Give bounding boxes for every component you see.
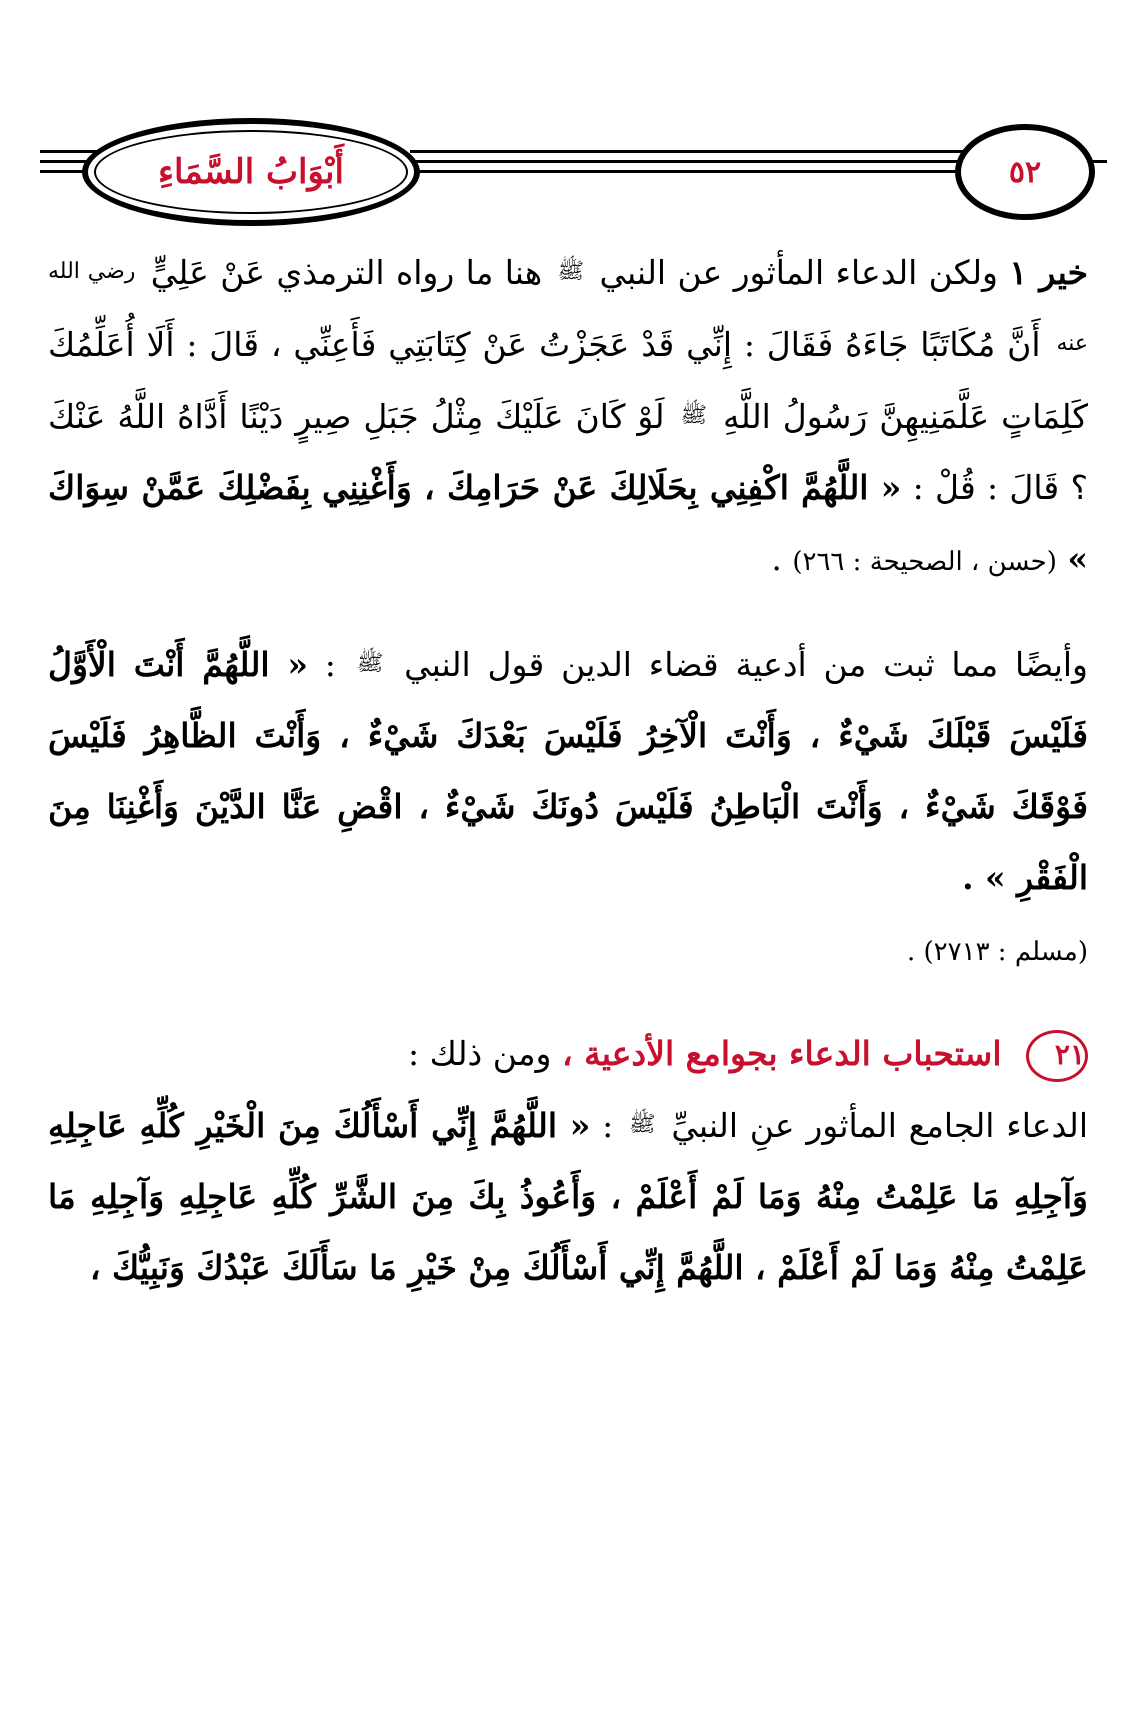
p1-text-4b: لَوْ كَانَ عَلَيْكَ مِثْلُ جَبَلِ صِيرٍ دَيْنًا أَدَّاهُ اللَّهُ عَنْكَ ؟ (48, 397, 1088, 507)
salawat-glyph-4: ﷺ (629, 1112, 656, 1137)
p1-period: . (771, 539, 782, 578)
p1-text-1b: هنا ما رواه (395, 253, 543, 292)
p1-dua-1: « اللَّهُمَّ اكْفِنِي بِحَلَالِكَ عَنْ حَرَامِكَ ، وَأَغْنِنِي (321, 468, 902, 507)
page-number: ٥٢ (1008, 154, 1042, 190)
p1-source: (حسن ، الصحيحة : ٢٦٦) (792, 547, 1057, 577)
salawat-glyph-2: ﷺ (680, 403, 708, 428)
p2-source-line (48, 913, 1088, 988)
p3-dua: « اللَّهُمَّ إِنِّي أَسْأَلُكَ مِنَ الْخَيْرِ كُلِّهِ عَاجِلِهِ وَآجِلِهِ مَا عَلِمْتُ مِنْهُ وَمَا لَمْ أَعْلَمْ ، وَأَعُوذُ بِكَ مِنَ الشَّرِّ كُلِّهِ عَاجِلِهِ وَآجِلِهِ مَا عَلِمْتُ مِنْهُ وَمَا لَمْ أَعْلَمْ ، اللَّهُمَّ إِنِّي أَسْأَلُكَ مِنْ خَيْرِ مَا سَأَلَكَ عَبْدُكَ وَنَبِيُّكَ ، (48, 1106, 1088, 1287)
p1-text-1: ولكن الدعاء المأثور عن النبي (599, 253, 998, 292)
salawat-glyph-3: ﷺ (356, 651, 384, 676)
p1-text-4a: اللَّهِ (722, 397, 771, 436)
header-rule-middle (410, 150, 970, 153)
header-rule-middle-2 (410, 160, 970, 163)
section-number-badge: ٢١ (1026, 1030, 1088, 1082)
section-title: استحباب الدعاء بجوامع الأدعية ، (561, 1034, 1002, 1073)
paragraph-1 (48, 236, 1088, 598)
p1-text-2b: أَنَّ مُكَاتَبًا جَاءَهُ فَقَالَ : إِنِّي قَدْ عَجَزْتُ (539, 325, 1041, 364)
header-rule-middle-3 (410, 170, 970, 173)
p2-intro-colon: : (324, 645, 336, 684)
p3-colon: : (602, 1106, 614, 1145)
p2-dua: « اللَّهُمَّ أَنْتَ الْأَوَّلُ فَلَيْسَ قَبْلَكَ شَيْءٌ ، وَأَنْتَ الْآخِرُ فَلَيْسَ بَعْدَكَ شَيْءٌ ، وَأَنْتَ الظَّاهِرُ فَلَيْسَ فَوْقَكَ شَيْءٌ ، وَأَنْتَ الْبَاطِنُ فَلَيْسَ دُونَكَ شَيْءٌ ، اقْضِ عَنَّا الدَّيْنَ وَأَغْنِنَا مِنَ الْفَقْرِ » . (48, 645, 1088, 897)
p2-source: (مسلم : ٢٧١٣) . (906, 937, 1088, 967)
book-title-oval (82, 118, 420, 226)
paragraph-2 (48, 628, 1088, 913)
p1-text-2a: الترمذي عَنْ عَلِيٍّ (150, 253, 385, 292)
p2-intro: وأيضًا مما ثبت من أدعية قضاء الدين قول النبي (404, 645, 1088, 684)
running-header (0, 0, 1132, 230)
section-heading (48, 1018, 1088, 1089)
section-title-tail: ومن ذلك : (408, 1034, 552, 1073)
paragraph-3 (48, 1089, 1088, 1303)
page-number-oval (955, 124, 1095, 220)
footnote-marker: خير ١ (1009, 253, 1088, 292)
page-body (48, 236, 1088, 1303)
p1-text-5a: قَالَ : قُلْ : (912, 468, 1060, 507)
p1-text-3: عَنْ كِتَابَتِي فَأَعِنِّي ، قَالَ : أَلَا أُعَلِّمُكَ كَلِمَاتٍ عَلَّمَنِيهِنَّ رَسُولُ (48, 325, 1088, 436)
p3-intro: الدعاء الجامع المأثور عنِ النبيِّ (671, 1106, 1089, 1145)
book-title: أَبْوَابُ السَّمَاءِ (158, 152, 344, 192)
p1-dua-2: بِفَضْلِكَ عَمَّنْ سِوَاكَ » (48, 468, 1088, 578)
salawat-glyph: ﷺ (557, 259, 585, 284)
header-rule-left (40, 150, 100, 153)
radiallah-glyph: رضي الله عنه (48, 259, 1088, 356)
